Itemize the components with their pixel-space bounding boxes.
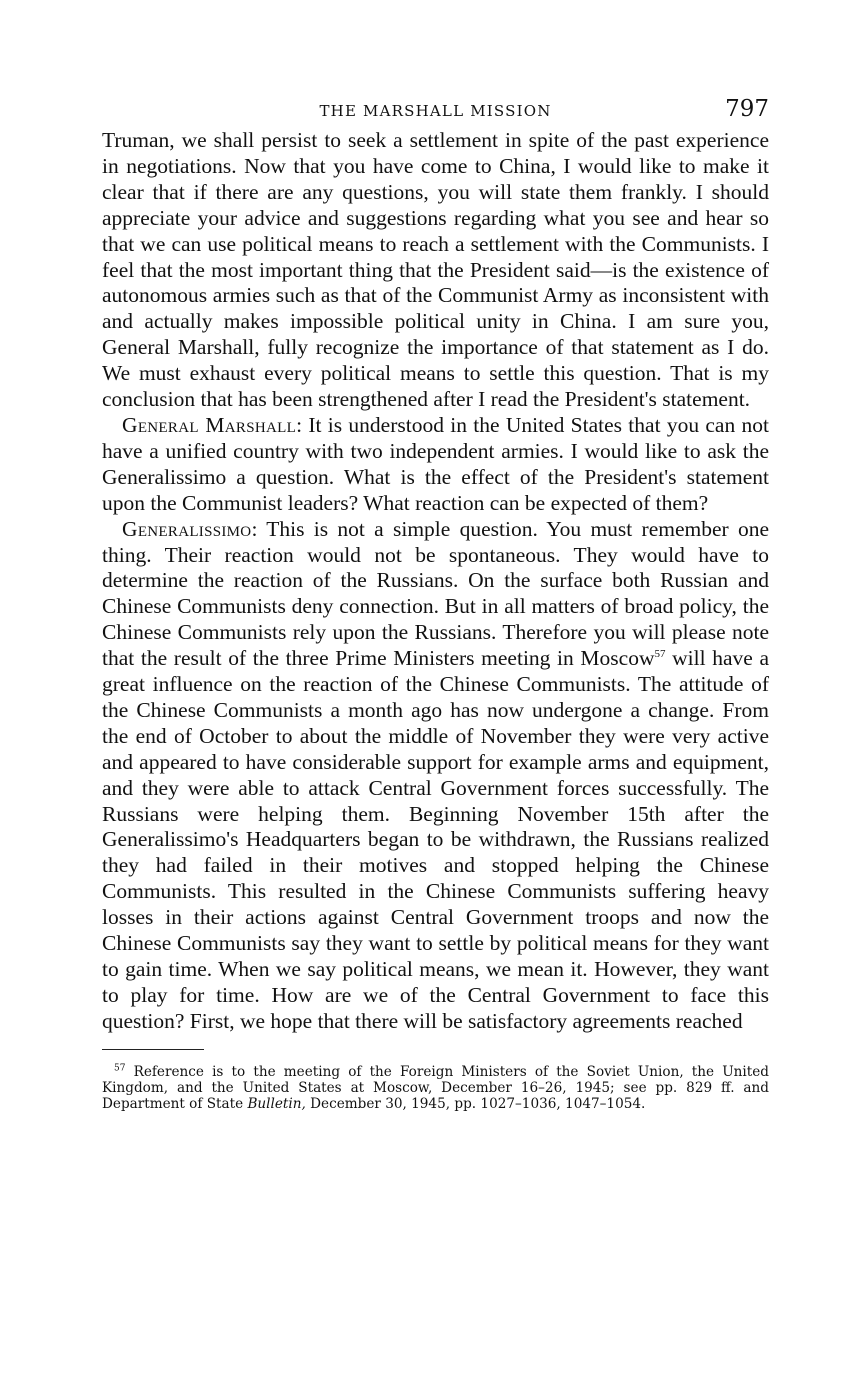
paragraph-continuation (102, 128, 769, 413)
footnote (102, 1064, 769, 1112)
page-number: 797 (725, 96, 769, 122)
footnote-text: Reference is to the meeting of the Foreign Ministers of the Soviet Union, the United Kingdom, and the United States at Moscow, December 16–26, 1945; see pp. 829 ff. and Department of State (102, 1063, 769, 1112)
paragraph-text: will have a great influence on the reaction of the Chinese Communists. The attitude of the Chinese Communists a month ago has now undergone a change. From the end of October to about the middle of November they were very active and appeared to have considerable support for example arms and equipment, and they were able to attack Central Government forces successfully. The Russians were helping them. Beginning November 15th after the Generalissimo's Headquarters began to be withdrawn, the Russians realized they had failed in their motives and stopped helping the Chinese Communists. This resulted in the Chinese Communists suffering heavy losses in their actions against Central Government troops and now the Chinese Communists say they want to settle by political means for they want to gain time. When we say political means, we mean it. However, they want to play for time. How are we of the Central Government to face this question? First, we hope that there will be satisfactory agreements reached (102, 646, 769, 1033)
footnote-reference[interactable]: 57 (654, 647, 666, 660)
footnote-text: December 30, 1945, pp. 1027–1036, 1047–1054. (305, 1095, 646, 1112)
speaker-label: Generalissimo (122, 516, 252, 541)
speaker-label: General Marshall (122, 412, 297, 437)
footnote-divider (102, 1049, 204, 1050)
paragraph-text: Truman, we shall persist to seek a settlement in spite of the past experience in negotiations. Now that you have come to China, I would like to make it clear that if there are any questions, you will state them frankly. I should appreciate your advice and suggestions regarding what you see and hear so that we can use political means to reach a settlement with the Communists. I feel that the most important thing that the President said—is the existence of autonomous armies such as that of the Communist Army as inconsistent with and actually makes impossible political unity in China. I am sure you, General Marshall, fully recognize the importance of that statement as I do. We must exhaust every political means to settle this question. That is my conclusion that has been strengthened after I read the President's statement. (102, 128, 769, 412)
footnote-italic-title: Bulletin, (247, 1095, 306, 1112)
document-page (102, 92, 769, 1112)
paragraph-generalissimo (102, 517, 769, 1035)
running-header (102, 92, 769, 128)
paragraph-text: : It is understood in the United States that you can not have a unified country with two independent armies. I would like to ask the Generalissimo a question. What is the effect of the President's statement upon the Communist leaders? What reaction can be expected of them? (102, 412, 769, 515)
paragraph-text: : This is not a simple question. You must remember one thing. Their reaction would not be spontaneous. They would have to determine the reaction of the Russians. On the surface both Russian and Chinese Communists deny connection. But in all matters of broad policy, the Chinese Communists rely upon the Russians. Therefore you will please note that the result of the three Prime Ministers meeting in Moscow (102, 516, 769, 671)
running-title: THE MARSHALL MISSION (319, 102, 552, 120)
body-text (102, 128, 769, 1035)
paragraph-marshall (102, 413, 769, 517)
footnote-number: 57 (114, 1063, 126, 1074)
